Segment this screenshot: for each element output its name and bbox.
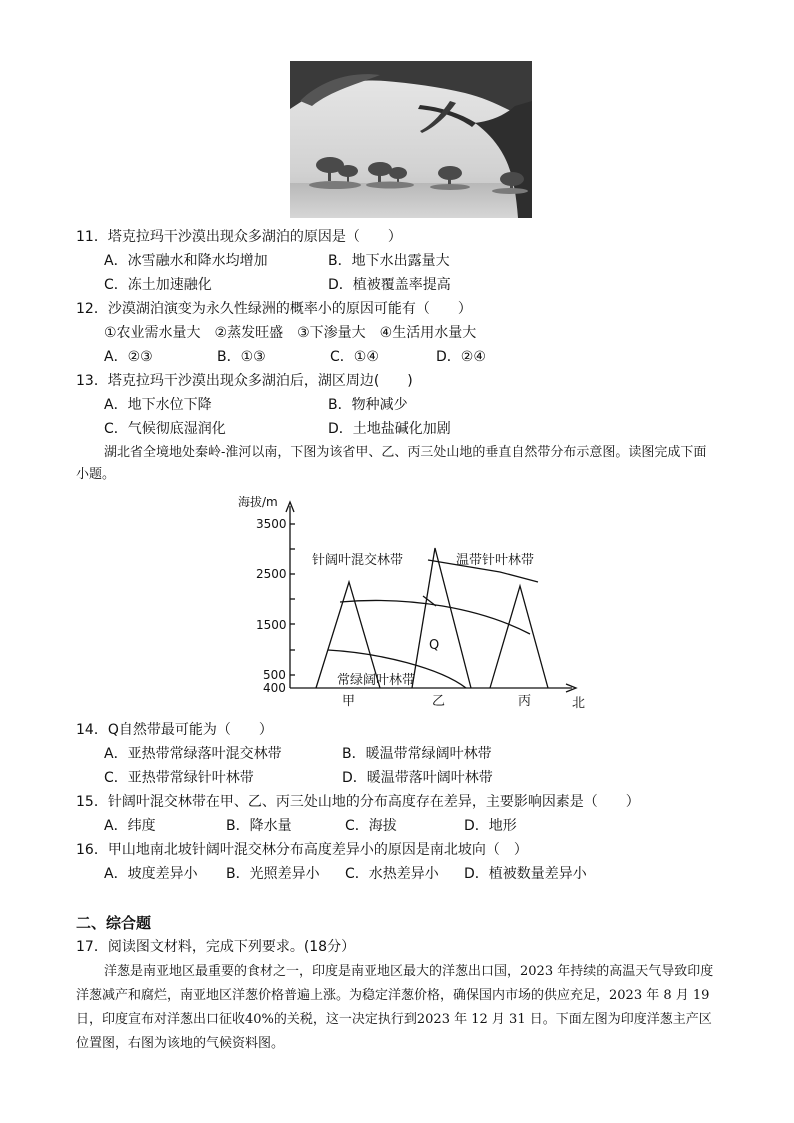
north-label: 北: [572, 696, 586, 711]
q15-option-b[interactable]: B．降水量: [226, 818, 292, 834]
zone-label-q: Q: [429, 638, 440, 653]
question-15-stem: 15．针阔叶混交林带在甲、乙、丙三处山地的分布高度存在差异，主要影响因素是（ ）: [76, 794, 640, 810]
desert-lake-photo: [290, 61, 532, 218]
q12-items: ①农业需水量大 ②蒸发旺盛 ③下渗量大 ④生活用水量大: [104, 325, 477, 341]
zone-label-conifer: 温带针叶林带: [456, 553, 535, 568]
q12-option-b[interactable]: B．①③: [217, 349, 266, 365]
zone-label-mixed: 针阔叶混交林带: [312, 553, 404, 568]
q15-option-c[interactable]: C．海拔: [345, 818, 397, 834]
y-tick-2500: 2500: [256, 567, 287, 581]
diagram-intro: 湖北省全境地处秦岭-淮河以南，下图为该省甲、乙、丙三处山地的垂直自然带分布示意图。读图完成下面小题。: [76, 445, 707, 482]
y-tick-400: 400: [263, 681, 286, 695]
y-axis-label: 海拔/m: [238, 495, 278, 509]
q13-option-a[interactable]: A．地下水位下降: [104, 397, 212, 413]
q13-option-b[interactable]: B．物种减少: [328, 397, 408, 413]
y-tick-1500: 1500: [256, 618, 287, 632]
q14-option-c[interactable]: C．亚热带常绿针叶林带: [104, 770, 254, 786]
question-14-stem: 14．Q自然带最可能为（ ）: [76, 722, 273, 738]
q11-option-a[interactable]: A．冰雪融水和降水均增加: [104, 253, 268, 269]
question-17-stem: 17．阅读图文材料，完成下列要求。(18分）: [76, 939, 356, 955]
q13-option-c[interactable]: C．气候彻底湿润化: [104, 421, 226, 437]
q15-option-d[interactable]: D．地形: [464, 818, 517, 834]
q15-option-a[interactable]: A．纬度: [104, 818, 156, 834]
mountain-label-jia: 甲: [342, 694, 356, 709]
question-11-stem: 11．塔克拉玛干沙漠出现众多湖泊的原因是（ ）: [76, 229, 402, 245]
q11-option-b[interactable]: B．地下水出露量大: [328, 253, 450, 269]
q12-option-c[interactable]: C．①④: [330, 349, 379, 365]
section-2-title: 二、综合题: [76, 914, 152, 932]
q12-option-d[interactable]: D．②④: [436, 349, 486, 365]
y-tick-500: 500: [263, 668, 286, 682]
mountain-label-bing: 丙: [518, 694, 532, 709]
q14-option-a[interactable]: A．亚热带常绿落叶混交林带: [104, 746, 282, 762]
q16-option-d[interactable]: D．植被数量差异小: [464, 866, 587, 882]
mountain-label-yi: 乙: [432, 694, 446, 709]
q13-option-d[interactable]: D．土地盐碱化加剧: [328, 421, 451, 437]
question-13-stem: 13．塔克拉玛干沙漠出现众多湖泊后，湖区周边( ): [76, 373, 413, 389]
q11-option-d[interactable]: D．植被覆盖率提高: [328, 277, 451, 293]
q12-option-a[interactable]: A．②③: [104, 349, 153, 365]
question-17-material: 洋葱是南亚地区最重要的食材之一，印度是南亚地区最大的洋葱出口国，2023 年持续的高温天气导致印度洋葱减产和腐烂，南亚地区洋葱价格普遍上涨。为稳定洋葱价格，确保国内市场的供应充足，2023 年 8 月 19 日，印度宣布对洋葱出口征收40%的关税，这一决定执行到2023 年 12 月 31 日。下面左图为印度洋葱主产区位置图，右图为该地的气候资料图。: [76, 964, 714, 1051]
zone-label-evergreen: 常绿阔叶林带: [337, 673, 416, 688]
y-tick-3500: 3500: [256, 517, 287, 531]
question-16-stem: 16．甲山地南北坡针阔叶混交林分布高度差异小的原因是南北坡向（ ）: [76, 842, 528, 858]
q11-option-c[interactable]: C．冻土加速融化: [104, 277, 212, 293]
q16-option-a[interactable]: A．坡度差异小: [104, 866, 198, 882]
q16-option-b[interactable]: B．光照差异小: [226, 866, 320, 882]
q16-option-c[interactable]: C．水热差异小: [345, 866, 439, 882]
q14-option-d[interactable]: D．暖温带落叶阔叶林带: [342, 770, 493, 786]
q14-option-b[interactable]: B．暖温带常绿阔叶林带: [342, 746, 492, 762]
question-12-stem: 12．沙漠湖泊演变为永久性绿洲的概率小的原因可能有（ ）: [76, 301, 472, 317]
vertical-zone-diagram: [230, 488, 600, 713]
